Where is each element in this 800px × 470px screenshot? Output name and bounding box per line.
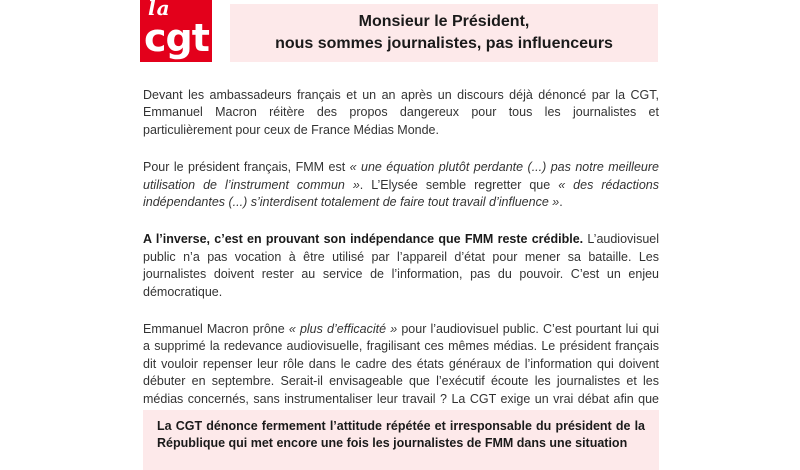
title-line-1: Monsieur le Président,	[358, 13, 530, 30]
paragraph-2-text-b: . L’Elysée semble regretter que	[359, 177, 559, 192]
paragraph-3-text: L’audiovisuel public n’a pas vocation à être utilisé par l’appareil d’état pour mener sa bataille. Les journalistes doivent rester au service de l’information, pas du pouvoir. C’est un enjeu démocratique.	[143, 232, 659, 299]
paragraph-4-text-a: Emmanuel Macron prône	[143, 322, 289, 337]
paragraph-2	[143, 159, 659, 211]
paragraph-2-quote-1: « une équation plutôt perdante (...) pas notre meilleure utilisation de l’instrument commun »	[143, 160, 659, 192]
callout-box: La CGT dénonce fermement l’attitude répétée et irresponsable du président de la République qui met encore une fois les journalistes de FMM dans une situation	[143, 410, 659, 470]
logo-la-text: la	[148, 0, 171, 20]
title-line-2: nous sommes journalistes, pas influenceurs	[275, 35, 613, 52]
paragraph-2-text-c: .	[559, 195, 563, 210]
paragraph-2-text-a: Pour le président français, FMM est	[143, 160, 350, 175]
paragraph-4-quote: « plus d’efficacité »	[288, 322, 398, 337]
cgt-logo	[140, 0, 212, 62]
paragraph-4-text-b: pour l’audiovisuel public. C’est pourtant lui qui a supprimé la redevance audiovisuelle, fragilisant ces mêmes médias. Le président français dit vouloir repenser leur rôle dans le cadre des états généraux de l’information qui doivent débuter en septembre. Serait-il envisageable que l’exécutif écoute les journalistes et les médias concernés, sans instrumentaliser leur travail ? La CGT exige un vrai débat afin que	[143, 322, 659, 406]
paragraph-1: Devant les ambassadeurs français et un an après un discours déjà dénoncé par la CGT, Emmanuel Macron réitère des propos dangereux pour tous les journalistes et particulièrement pour ceux de France Médias Monde.	[143, 88, 659, 137]
paragraph-3	[143, 231, 659, 301]
logo-cgt-text: cgt	[144, 16, 209, 60]
article-body	[143, 87, 659, 446]
paragraph-2-quote-2: « des rédactions indépendantes (...) s’interdisent totalement de faire tout travail d’influence »	[143, 177, 659, 210]
title-box	[230, 4, 658, 62]
paragraph-3-bold: A l’inverse, c’est en prouvant son indépendance que FMM reste crédible.	[143, 232, 584, 247]
